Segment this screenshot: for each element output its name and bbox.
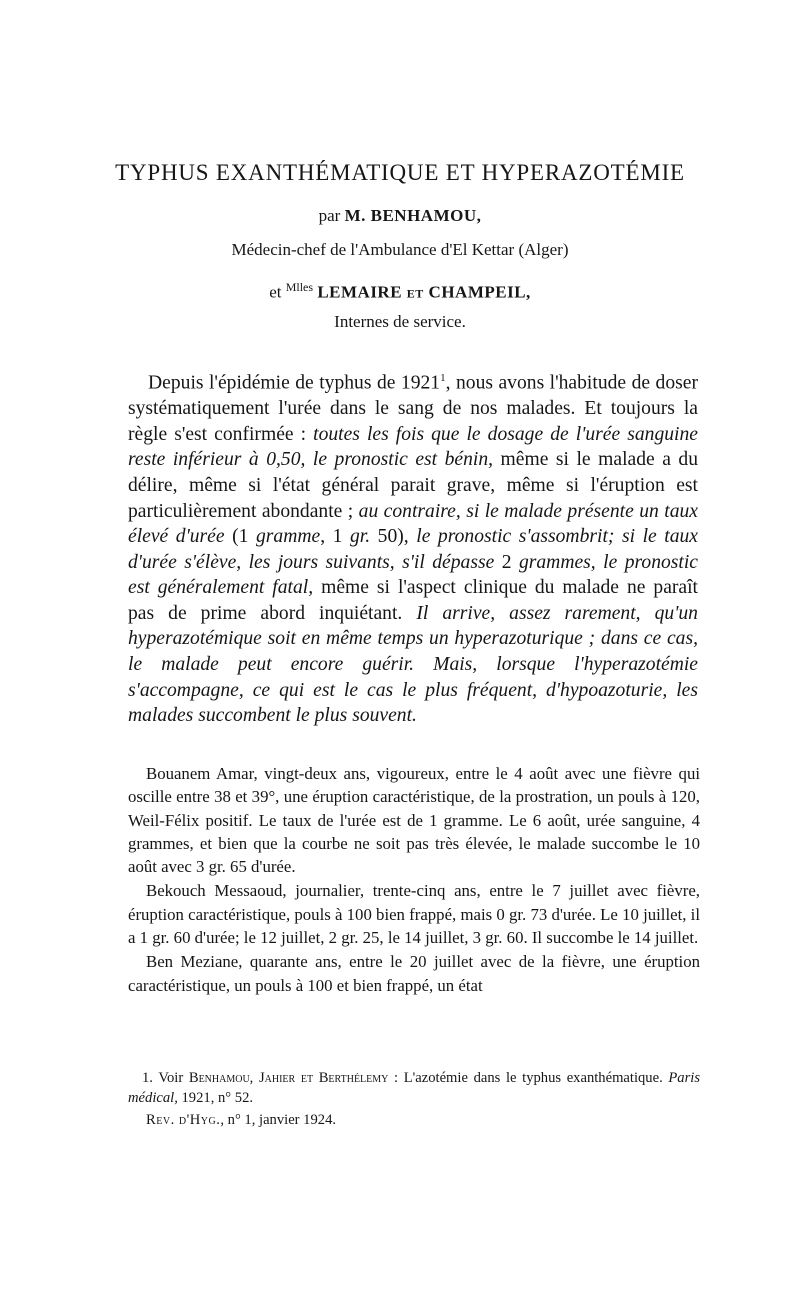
footnote-1 [128,1068,700,1108]
coauthors: LEMAIRE et CHAMPEIL, [317,282,531,302]
abstract-italic: toutes les fois que le dosage de l'urée sanguine reste inférieur à 0,50, le pronostic est bénin, [128,423,698,471]
journal-reference [146,1112,336,1129]
article-title: TYPHUS EXANTHÉMATIQUE ET HYPERAZOTÉMIE [115,160,685,185]
abstract-italic: gramme [255,526,321,548]
abstract-italic: le pronostic s'assombrit; si le taux d'urée s'élève, les jours suivants, s'il dépasse [128,526,698,573]
case-paragraph-1: Bouanem Amar, vingt-deux ans, vigoureux, entre le 4 août avec une fièvre qui oscille entre 38 et 39°, une éruption caractéristique, de la prostration, un pouls à 120, Weil-Félix positif. Le taux de l'urée est de 1 gramme. Le 6 août, urée sanguine, 4 grammes, et bien que la courbe ne soit pas très élevée, le malade succombe le 10 août avec 3 gr. 65 d'urée. [128,764,700,877]
footnote [128,1068,700,1108]
abstract-text: 50), [370,526,417,548]
abstract-text: (1 [224,526,256,548]
abstract-text: même si l'aspect clinique du malade ne paraît pas de prime abord inquiétant. [128,577,699,624]
main-author: M. BENHAMOU, [344,206,482,225]
footnote-text: 1. Voir [142,1070,189,1086]
footnote-authors: Benhamou, Jahier et Berthélemy [188,1070,389,1086]
abstract-text: même si le malade a du délire, même si l'état général parait grave, même si l'éruption est particulièrement abondante ; [128,449,698,522]
abstract-text: , nous avons l'habitude de doser systématiquement l'urée dans le sang de nos malades. Et toujours la règle s'est confirmée : [128,372,698,445]
coauthors-role: Internes de service. [334,312,466,331]
mlles-label: Mlles [285,280,314,294]
author-line [0,206,800,226]
par-label: par [318,206,341,225]
case-paragraph-2: Bekouch Messaoud, journalier, trente-cinq ans, entre le 7 juillet avec fièvre, éruption caractéristique, pouls à 100 bien frappé, mais 0 gr. 73 d'urée. Le 10 juillet, il a 1 gr. 60 d'urée; le 12 juillet, 2 gr. 25, le 14 juillet, 3 gr. 60. Il succombe le 14 juillet. [128,881,700,948]
author-role: Médecin-chef de l'Ambulance d'El Kettar (Alger) [231,240,569,259]
abstract-italic: gr. [349,526,371,548]
abstract-text: Depuis l'épidémie de typhus de 1921 [148,372,441,394]
coauthor-line [0,280,800,303]
journal-issue: , n° 1, janvier 1924. [220,1112,337,1128]
footnote-journal: Paris médical, [128,1070,700,1106]
footnote-ref: 1 [440,372,446,384]
abstract [128,366,698,729]
abstract-text: 2 [494,551,519,573]
case-paragraph-3: Ben Meziane, quarante ans, entre le 20 juillet avec de la fièvre, une éruption caractéristique, un pouls à 100 et bien frappé, un état [128,952,700,995]
footnote-text: : L'azotémie dans le typhus exanthématique. [388,1070,669,1086]
abstract-text: , 1 [320,526,350,548]
journal-name: Rev. d'Hyg. [146,1112,221,1128]
abstract-italic: Il arrive, assez rarement, qu'un hyperazotémique soit en même temps un hyperazoturique ; dans ce cas, le malade peut encore guérir. Mais, lorsque l'hyperazotémie s'accompagne, ce qui est le cas le plus fréquent, d'hypoazoturie, les malades succombent le plus souvent. [128,602,698,727]
abstract-italic: au contraire, si le malade présente un taux élevé d'urée [128,500,698,548]
abstract-paragraph [128,366,698,729]
et-label: et [269,282,282,302]
footnote-text: 1921, n° 52. [177,1090,254,1106]
abstract-italic: grammes, le pronostic est généralement fatal, [128,551,698,599]
case-reports [128,762,700,997]
